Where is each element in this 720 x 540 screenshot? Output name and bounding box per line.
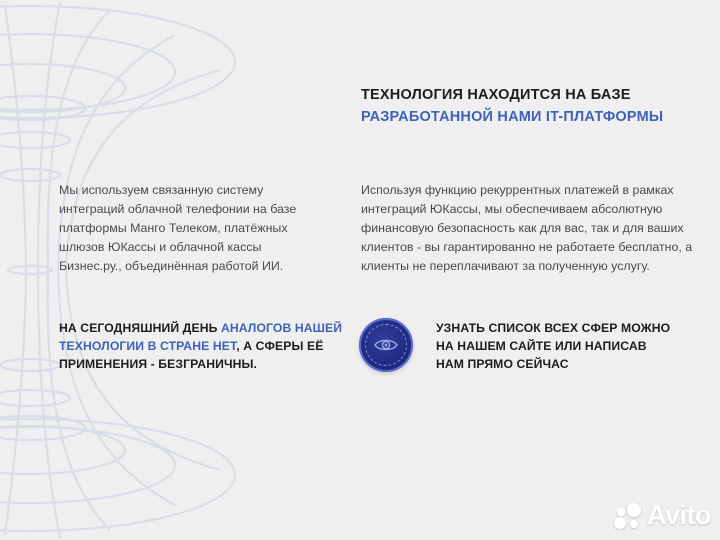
integration-description: Мы используем связанную систему интеграций облачной телефонии на базе платформы Манго Телеком, платёжных шлюзов ЮКассы и облачной кассы Бизнес.ру., объединённая работой ИИ. — [59, 183, 297, 273]
avito-watermark — [612, 500, 711, 531]
eye-badge — [359, 318, 413, 372]
section-heading — [361, 84, 663, 128]
callout-left-part-2: , А СФЕРЫ ЕЁ ПРИМЕНЕНИЯ - БЕЗГРАНИЧНЫ. — [59, 339, 324, 371]
eye-icon — [374, 337, 398, 353]
payments-description: Используя функцию рекуррентных платежей в рамках интеграций ЮКассы, мы обеспечиваем абсолютную финансовую безопасность как для вас, так и для ваших клиентов - вы гарантированно не работаете бесплатно, а клиенты не переплачивают за полученную услугу. — [361, 183, 693, 273]
no-analogs-callout — [59, 319, 349, 373]
spheres-list-callout: УЗНАТЬ СПИСОК ВСЕХ СФЕР МОЖНО НА НАШЕМ САЙТЕ ИЛИ НАПИСАВ НАМ ПРЯМО СЕЙЧАС — [436, 321, 671, 371]
callout-left-part-1: НА СЕГОДНЯШНИЙ ДЕНЬ — [59, 321, 221, 335]
avito-wordmark: Avito — [647, 500, 711, 530]
callout-left-accent: АНАЛОГОВ НАШЕЙ ТЕХНОЛОГИИ В СТРАНЕ НЕТ — [59, 321, 343, 353]
heading-line-2-accent: РАЗРАБОТАННОЙ НАМИ IT-ПЛАТФОРМЫ — [361, 109, 664, 125]
heading-line-1: ТЕХНОЛОГИЯ НАХОДИТСЯ НА БАЗЕ — [361, 87, 631, 103]
avito-dots-icon — [612, 502, 644, 530]
